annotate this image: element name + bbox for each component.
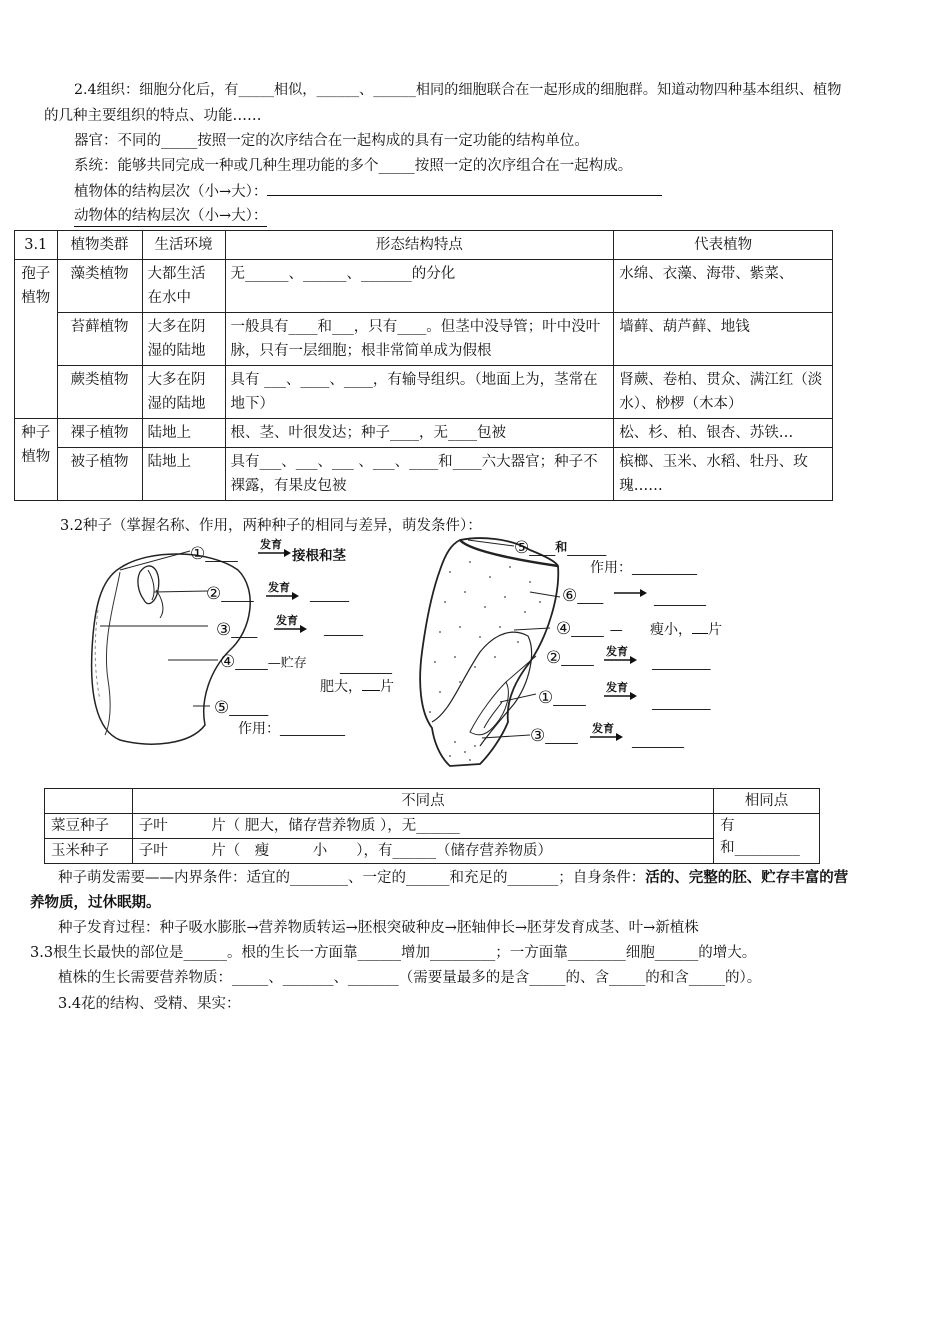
corn-label-1 — [538, 688, 586, 708]
label-text: 片 — [380, 679, 394, 695]
corn-label-5 — [514, 538, 606, 558]
label-blank: _____ — [545, 730, 578, 745]
label-number: ② — [546, 648, 562, 668]
label-text: 瘦小， — [650, 622, 692, 638]
plant-nutrients-line: 植株的生长需要营养物质：_____、_______、_______（需要量最多的是含_____的、含_____的和含_____的）。 — [58, 970, 762, 986]
group-env: 陆地上 — [142, 419, 225, 448]
table-row — [15, 260, 833, 313]
table-row — [45, 814, 820, 839]
arrow-right-icon — [274, 624, 308, 634]
seed-diff: 子叶 片（ 肥大，储存营养物质 ），无______ — [132, 814, 713, 839]
corn-cotyledon-note — [650, 619, 722, 639]
label-blank: ____ — [231, 624, 258, 639]
group-feature: 无______、______、_______的分化 — [225, 260, 614, 313]
table-header-env: 生活环境 — [142, 231, 225, 260]
bean-arrow-3-label: 发育 — [276, 614, 298, 627]
corn-result-1: _________ — [652, 696, 711, 711]
seed-diff: 子叶 片（ 瘦 小 ），有______（储存营养物质） — [132, 839, 713, 864]
group-env: 大多在阴湿的陆地 — [142, 366, 225, 419]
label-text: 作用： — [590, 560, 632, 576]
root-growth-line: 3.3根生长最快的部位是______。根的生长一方面靠______增加_________；一方面靠________细胞______的增大。 — [30, 945, 757, 961]
similarity-line-2: 和_________ — [720, 840, 800, 856]
group-examples: 墙藓、葫芦藓、地钱 — [614, 313, 833, 366]
label-blank: _____ — [571, 623, 604, 638]
bean-label-3 — [216, 620, 257, 640]
bean-arrow-1-label: 发育 — [260, 538, 282, 551]
corn-label-4 — [556, 619, 623, 639]
bean-label-5 — [214, 698, 268, 718]
corn-result-6: ________ — [654, 592, 706, 607]
corn-label-6 — [562, 586, 603, 606]
group-name: 苔藓植物 — [57, 313, 142, 366]
bean-arrow-2-label: 发育 — [268, 581, 290, 594]
organization-definition-line2: 的几种主要组织的特点、功能…… — [44, 108, 262, 124]
label-number: ⑥ — [562, 586, 578, 606]
table-row — [15, 313, 833, 366]
table-header-number: 3.1 — [15, 231, 58, 260]
table-header-group: 植物类群 — [57, 231, 142, 260]
table-row — [45, 839, 820, 864]
label-number: ③ — [530, 726, 546, 746]
label-blank: __________ — [632, 561, 697, 576]
header-difference: 不同点 — [132, 789, 713, 814]
corn-label-2 — [546, 648, 594, 668]
group-examples: 槟榔、玉米、水稻、牡丹、玫瑰…… — [614, 448, 833, 501]
corn-arrow-3-label: 发育 — [592, 722, 614, 735]
germination-bold-text: 活的、完整的胚、贮存丰富的营 — [645, 869, 849, 886]
label-blank: __________ — [280, 722, 345, 737]
arrow-right-icon — [604, 691, 638, 701]
label-text: — — [609, 623, 623, 638]
bean-cotyledon-note — [320, 676, 394, 696]
animal-structure-levels: 动物体的结构层次（小→大）： — [74, 206, 267, 227]
bean-result-4: ________ — [340, 660, 392, 675]
germination-conditions-line1 — [58, 868, 848, 888]
germination-text: 种子萌发需要——内界条件：适宜的________、一定的______和充足的_______；自身条件： — [58, 870, 646, 886]
group-name: 藻类植物 — [57, 260, 142, 313]
system-definition: 系统：能够共同完成一种或几种生理功能的多个_____按照一定的次序组合在一起构成。 — [74, 158, 633, 174]
seed-name: 菜豆种子 — [45, 814, 133, 839]
table-row — [15, 366, 833, 419]
corn-result-3: ________ — [632, 734, 684, 749]
label-number: ③ — [216, 620, 232, 640]
similarity-cell — [714, 814, 820, 864]
label-text: 作用： — [238, 721, 280, 737]
group-feature: 一般具有____和___，只有____。但茎中没导管；叶中没叶脉，只有一层细胞；根非常简单成为假根 — [225, 313, 614, 366]
seed-name: 玉米种子 — [45, 839, 133, 864]
plant-groups-table — [14, 230, 833, 501]
group-name: 裸子植物 — [57, 419, 142, 448]
label-blank: _____ — [235, 656, 268, 671]
corn-arrow-1-label: 发育 — [606, 681, 628, 694]
group-examples: 松、杉、柏、银杏、苏铁… — [614, 419, 833, 448]
header-similarity: 相同点 — [714, 789, 820, 814]
label-number: ① — [190, 544, 206, 564]
label-number: ⑤ — [514, 538, 530, 558]
label-blank: ____ — [577, 590, 604, 605]
plant-levels-label: 植物体的结构层次（小→大）： — [74, 184, 268, 200]
arrow-right-icon — [266, 591, 300, 601]
label-blank: ____ — [529, 542, 556, 557]
bean-result-3: ______ — [324, 622, 363, 637]
table-row — [15, 448, 833, 501]
group-examples: 肾蕨、卷柏、贯众、满江红（淡水）、桫椤（木本） — [614, 366, 833, 419]
arrow-right-icon — [604, 655, 638, 665]
label-blank: _____ — [221, 588, 254, 603]
label-blank: _____ — [553, 692, 586, 707]
similarity-line-1: 有 — [720, 818, 735, 834]
arrow-right-icon — [614, 588, 648, 598]
seed-section-title: 3.2种子（掌握名称、作用，两种种子的相同与差异，萌发条件）： — [60, 518, 482, 534]
organization-definition-line1: 2.4组织：细胞分化后，有_____相似，______、______相同的细胞联合在一起形成的细胞群。知道动物四种基本组织、植物 — [74, 82, 842, 98]
table-row — [15, 419, 833, 448]
label-blank: _____ — [561, 652, 594, 667]
plant-structure-levels — [74, 181, 662, 202]
corn-arrow-2-label: 发育 — [606, 645, 628, 658]
arrow-right-icon — [258, 548, 292, 558]
group-env: 大多在阴湿的陆地 — [142, 313, 225, 366]
bean-result-2: ______ — [310, 588, 349, 603]
flower-section-title: 3.4花的结构、受精、果实： — [58, 996, 241, 1012]
corn-result-2: _________ — [652, 656, 711, 671]
seed-comparison-table — [44, 788, 820, 864]
germination-conditions-line2: 养物质，过休眠期。 — [30, 894, 161, 911]
label-text: 和 — [555, 540, 568, 554]
group-env: 大都生活在水中 — [142, 260, 225, 313]
bean-label-4 — [220, 652, 307, 672]
bean-label-2 — [206, 584, 254, 604]
label-number: ⑤ — [214, 698, 230, 718]
bean-result-1: 接根和茎 — [292, 548, 346, 564]
group-feature: 根、茎、叶很发达；种子____，无____包被 — [225, 419, 614, 448]
arrow-right-icon — [590, 732, 624, 742]
group-feature: 具有___、___、___ 、___、____和____六大器官；种子不裸露，有果皮包被 — [225, 448, 614, 501]
label-number: ① — [538, 688, 554, 708]
seed-plants-group: 种子植物 — [15, 419, 58, 501]
label-text: —贮存 — [267, 656, 307, 671]
label-text: 肥大， — [320, 679, 362, 695]
corn-label-3 — [530, 726, 578, 746]
organ-definition: 器官：不同的_____按照一定的次序结合在一起构成的具有一定功能的结构单位。 — [74, 133, 589, 149]
label-text: 片 — [708, 622, 722, 638]
label-blank: ______ — [567, 542, 607, 557]
label-number: ④ — [556, 619, 572, 639]
group-feature: 具有 ___、____、____，有输导组织。（地面上为，茎常在地下） — [225, 366, 614, 419]
table-header-examples: 代表植物 — [614, 231, 833, 260]
group-env: 陆地上 — [142, 448, 225, 501]
group-examples: 水绵、衣藻、海带、紫菜、 — [614, 260, 833, 313]
spore-plants-group: 孢子植物 — [15, 260, 58, 419]
seed-development-process: 种子发育过程：种子吸水膨胀→营养物质转运→胚根突破种皮→胚轴伸长→胚芽发育成茎、叶→新植株 — [58, 920, 699, 936]
group-name: 被子植物 — [57, 448, 142, 501]
label-number: ④ — [220, 652, 236, 672]
label-blank: _____ — [205, 548, 238, 563]
label-blank: ______ — [229, 702, 269, 717]
label-number: ② — [206, 584, 222, 604]
group-name: 蕨类植物 — [57, 366, 142, 419]
corn-role — [590, 557, 697, 577]
table-header-feature: 形态结构特点 — [225, 231, 614, 260]
bean-label-1 — [190, 544, 238, 564]
bean-role — [238, 718, 345, 738]
